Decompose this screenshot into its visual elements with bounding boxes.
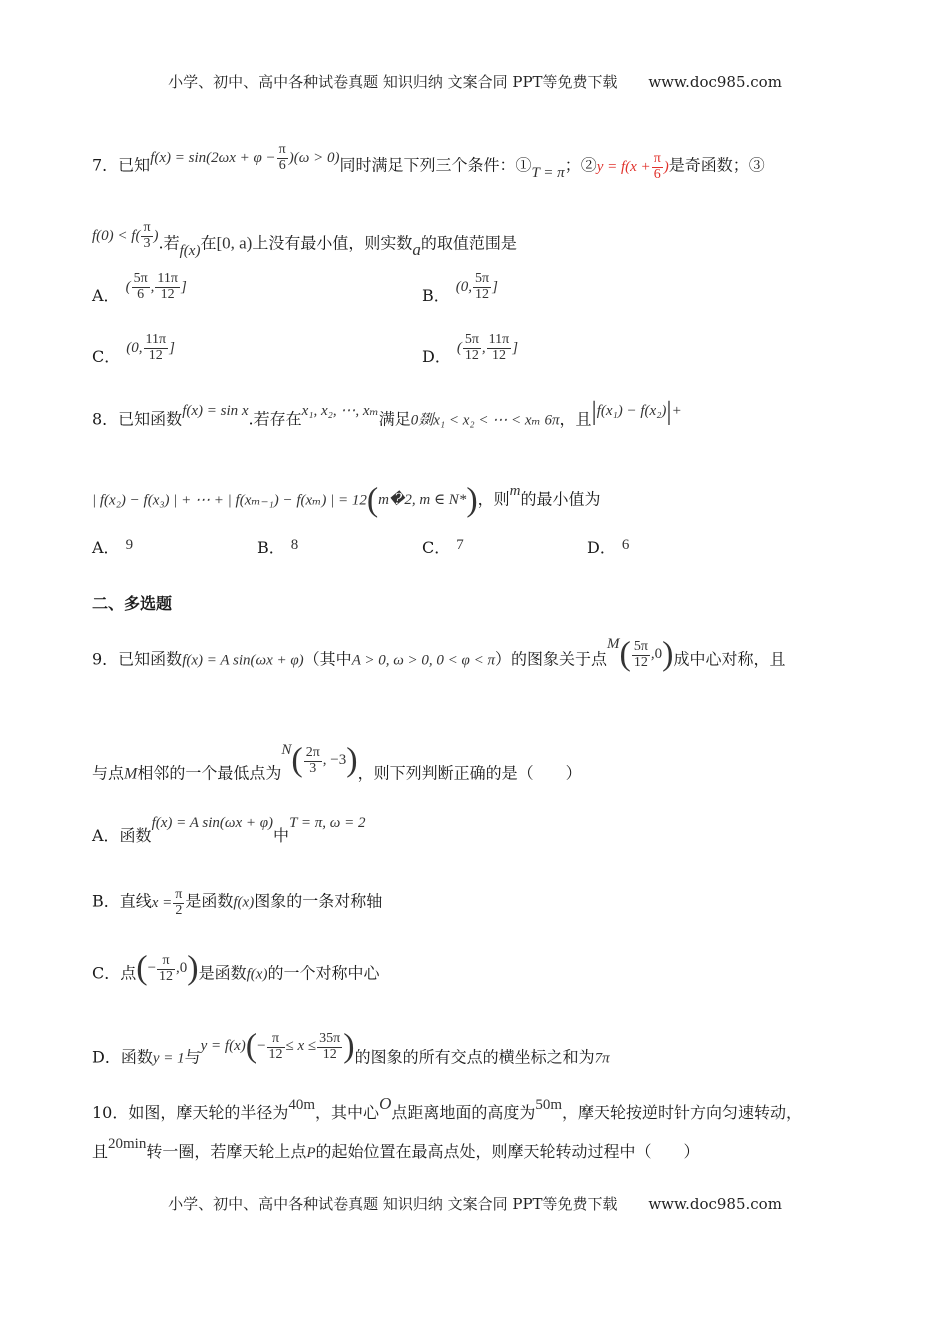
option-label: B． [422,285,450,305]
option-label: B． [257,538,285,557]
option-label: C． [92,346,121,366]
section-heading: 二、多选题 [92,594,173,613]
q9-text1: （其中 [303,649,352,669]
q9-option-b-text2: 图象的一条对称轴 [254,891,383,911]
q9-option-d[interactable] [92,1028,610,1076]
option-label: A． [92,285,120,305]
q10-text2: 点距离地面的高度为 [391,1103,536,1122]
q9-option-c-text2: 的一个对称中心 [267,963,380,983]
q8-number: 8．已知函数 [92,409,183,429]
q7-option-a-value: ( $\frac{5\pi}{6}$ , $\frac{11\pi}{12}$ ] [125,271,187,302]
q7-option-d[interactable] [422,332,519,373]
q9-option-d-text2: 的图象的所有交点的横坐标之和为 [354,1047,595,1067]
q9-option-a-value: T = π, ω = 2 [289,815,366,831]
q7-line2 [92,220,517,260]
option-label: D．函数 [92,1047,153,1067]
q9-point-m: M( $\frac{5\pi}{12}$ ,0) [607,636,674,673]
q7-text5: 在 [200,233,217,253]
q10-period: 20min [108,1136,147,1152]
q9-option-c[interactable] [92,950,380,992]
page-header [0,71,950,92]
q7-text2: ；② [564,155,597,175]
q9-text6: ，则下列判断正确的是（ ） [357,763,582,783]
q7-text4: .若 [158,233,180,253]
q7-cond1: T = π [531,164,565,181]
q10-radius: 40m [288,1097,316,1113]
q7-text3: 是奇函数；③ [668,155,765,175]
q9-text5: 相邻的一个最低点为 [137,763,282,783]
q8-text3: ，且 [559,409,592,429]
q7-interval: [0, a) [216,233,253,253]
q7-fx: f(x) [179,242,201,259]
option-label: D． [587,538,616,557]
q8-option-c[interactable] [422,535,464,558]
q10-text6: 的起始位置在最高点处，则摩天轮转动过程中（ ） [315,1142,700,1161]
q10-height: 50m [535,1097,563,1113]
q8-text1: .若存在 [248,409,302,429]
q9-option-c-fx: f(x) [246,966,268,983]
q9-text2: ）的图象关于点 [494,649,607,669]
q7-option-a[interactable] [92,271,187,312]
option-label: C． [422,538,451,557]
q9-option-a-expr: f(x) = A sin(ωx + φ) [151,815,274,831]
q9-option-c-text: 是函数 [198,963,247,983]
option-label: C．点 [92,963,137,983]
q10-text5: 转一圈，若摩天轮上点 [146,1142,307,1161]
q10-line2 [92,1136,700,1161]
q7-option-b-value: (0, $\frac{5\pi}{12}$ ] [455,271,498,302]
q9-option-b[interactable] [92,888,382,918]
footer-site-link[interactable]: www.doc985.com [648,1195,782,1213]
header-site-link[interactable]: www.doc985.com [648,73,782,91]
q10-text1: ，其中心 [315,1103,380,1122]
q7-option-c-value: (0, $\frac{11\pi}{12}$ ] [126,332,175,363]
q9-line1 [92,636,786,678]
q9-condition: A > 0, ω > 0, 0 < φ < π [351,652,495,669]
option-label: A．函数 [92,826,152,845]
q7-text6: 上没有最小值，则实数 [252,233,413,253]
q9-option-b-text: 是函数 [185,891,234,911]
q9-option-c-point: (− $\frac{\pi}{12}$ ,0) [136,950,199,987]
q8-m: m [509,483,521,500]
q8-condition: 0剟x₁ < x₂ < ⋯ < xₘ 6π [410,412,560,429]
q7-text1: 同时满足下列三个条件：① [339,155,532,175]
q7-number: 7．已知 [92,155,151,175]
option-label: A． [92,538,120,557]
q9-option-a[interactable] [92,815,366,845]
option-value: 8 [290,537,299,553]
q8-function: f(x) = sin x [182,403,249,420]
q7-option-d-value: ( $\frac{5\pi}{12}$ , $\frac{11\pi}{12}$ ] [456,332,519,363]
q8-sum2: | f(x₂) − f(x₃) | + ⋯ + | f(xₘ₋₁) − f(xₘ) | = 12 [92,492,367,509]
q8-line1 [92,397,682,434]
q9-option-d-y1: y = 1 [152,1050,185,1067]
q9-option-d-expr: y = f(x)(− $\frac{\pi}{12}$ ≤ x ≤ $\frac{35\pi}{12}$ ) [200,1028,355,1065]
q8-text2: 满足 [378,409,411,429]
q9-option-d-value: 7π [594,1050,610,1067]
q9-option-b-expr: x = $\frac{\pi}{2}$ [151,887,183,918]
q9-option-a-text: 中 [273,826,290,845]
option-label: D． [422,346,451,366]
q10-number: 10．如图，摩天轮的半径为 [92,1103,289,1122]
q10-point-p: P [306,1145,316,1161]
q8-xs: x₁, x₂, ⋯, xₘ [301,403,379,420]
header-text: 小学、初中、高中各种试卷真题 知识归纳 文案合同 PPT等免费下载 [168,73,618,91]
q10-line1 [92,1094,803,1122]
option-value: 7 [456,537,464,553]
q9-point-n: N( $\frac{2\pi}{3}$ , −3) [281,742,358,779]
q9-text3: 成中心对称，且 [673,649,786,669]
q10-text3: ，摩天轮按逆时针方向匀速转动， [562,1103,803,1122]
q8-text5: 的最小值为 [520,489,601,509]
q8-option-b[interactable] [257,535,298,558]
q10-text4: 且 [92,1142,109,1161]
page-footer [0,1193,950,1214]
q8-text4: ，则 [477,489,510,509]
q9-function: f(x) = A sin(ωx + φ) [182,652,304,669]
option-label: B．直线 [92,891,152,911]
q7-line1 [92,142,765,182]
footer-text: 小学、初中、高中各种试卷真题 知识归纳 文案合同 PPT等免费下载 [168,1195,618,1213]
q9-line2 [92,742,582,792]
q8-option-a[interactable] [92,535,133,558]
q9-m-ref: M [124,765,138,783]
q7-text7: 的取值范围是 [420,233,517,253]
q7-option-c[interactable] [92,332,175,373]
q7-cond3: f(0) < f( $\frac{\pi}{3}$ ) [92,220,159,251]
option-value: 6 [621,537,630,553]
q7-cond2: y = f(x + $\frac{\pi}{6}$ ) [596,151,669,182]
q8-option-d[interactable] [587,535,629,558]
q10-center: O [379,1094,392,1113]
q9-text4: 与点 [92,763,125,783]
q7-a: a [412,239,421,259]
q7-option-b[interactable] [422,271,498,312]
q8-line2 [92,484,601,518]
q9-option-b-fx: f(x) [233,894,255,911]
q9-option-d-text: 与 [184,1047,201,1067]
q7-function: f(x) = sin(2ωx + φ − $\frac{\pi}{6}$ )(ω > 0) [150,142,340,173]
q8-cond2: (m�2, m ∈ N*) [366,482,478,519]
q9-number: 9．已知函数 [92,649,183,669]
option-value: 9 [125,537,134,553]
q8-sum1: |f(x₁) − f(x₂)|+ [591,397,682,426]
